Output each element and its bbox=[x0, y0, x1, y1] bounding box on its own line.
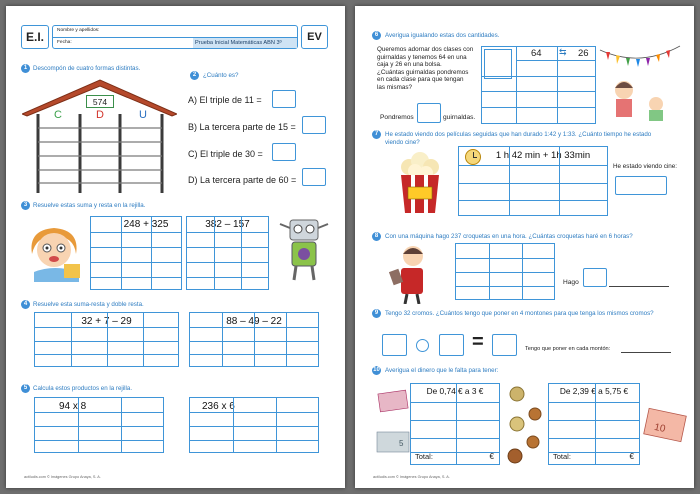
q10-total-a: Total: bbox=[415, 452, 433, 461]
q7-grid[interactable] bbox=[458, 146, 608, 216]
q2-item-b: B) La tercera parte de 15 = bbox=[188, 122, 296, 132]
grid-row-line bbox=[35, 426, 163, 427]
banknote-right-illustration bbox=[643, 404, 689, 450]
q8-answer-line bbox=[609, 286, 669, 287]
q7-text: He estado viendo dos películas seguidas que han durado 1:42 y 1:33. ¿Cuánto tiempo he estado bbox=[385, 131, 652, 138]
grid-col-line bbox=[516, 47, 517, 123]
fecha-label: Fecha: bbox=[57, 40, 72, 45]
q3-text: Resuelve estas suma y resta en la rejilla. bbox=[33, 202, 146, 209]
q2-answer-d[interactable] bbox=[302, 168, 326, 186]
q2-text: ¿Cuánto es? bbox=[203, 72, 239, 79]
q6-value-a: 64 bbox=[531, 48, 542, 59]
grid-col-line bbox=[222, 313, 223, 366]
q9-text: Tengo 32 cromos. ¿Cuántos tengo que poner en 4 montones para que tenga los mismos cromos? bbox=[385, 310, 654, 317]
worksheet-page-right bbox=[355, 6, 694, 488]
hago-label: Hago bbox=[563, 279, 579, 286]
grid-col-line bbox=[254, 313, 255, 366]
q9-box-1[interactable] bbox=[382, 334, 407, 356]
grid-col-line bbox=[233, 398, 234, 452]
q5-op-a: 94 x 8 bbox=[59, 401, 87, 412]
q2-item-a: A) El triple de 11 = bbox=[188, 95, 262, 105]
grid-col-line bbox=[121, 398, 122, 452]
grid-col-line bbox=[71, 313, 72, 366]
house-number-box bbox=[86, 95, 114, 108]
grid-row-line bbox=[456, 258, 554, 259]
guirnaldas-label: guirnaldas. bbox=[443, 114, 476, 121]
q1-text: Descompón de cuatro formas distintas. bbox=[33, 65, 141, 72]
grid-row-line bbox=[549, 438, 639, 439]
q6-number: 6 bbox=[372, 31, 381, 40]
header-ei-box bbox=[21, 25, 49, 49]
grid-col-line bbox=[107, 313, 108, 366]
grid-row-line bbox=[549, 402, 639, 403]
q5-number: 5 bbox=[21, 384, 30, 393]
letter-u: U bbox=[139, 109, 147, 121]
q5-op-b: 236 x 6 bbox=[202, 401, 235, 412]
q9-box-3[interactable] bbox=[492, 334, 517, 356]
q4-grid-b[interactable] bbox=[189, 312, 319, 367]
house-illustration bbox=[22, 76, 177, 194]
q2-answer-b[interactable] bbox=[302, 116, 326, 134]
grid-row-line bbox=[91, 247, 181, 248]
q2-answer-c[interactable] bbox=[272, 143, 296, 161]
q10-grid-b[interactable] bbox=[548, 383, 640, 465]
grid-row-line bbox=[411, 438, 499, 439]
grid-row-line bbox=[190, 426, 318, 427]
q10-euro-a: € bbox=[489, 452, 494, 461]
girl-illustration bbox=[24, 224, 86, 282]
q3-op-sub: 382 – 157 bbox=[205, 219, 250, 230]
q10-total-b: Total: bbox=[553, 452, 571, 461]
q10-text: Averigua el dinero que le falta para tener: bbox=[385, 367, 499, 374]
grid-row-line bbox=[549, 420, 639, 421]
popcorn-illustration bbox=[395, 151, 445, 215]
q4-op-a: 32 + 7 – 29 bbox=[81, 316, 132, 327]
clock-icon bbox=[465, 149, 481, 165]
q7-text-2: viendo cine? bbox=[385, 139, 420, 146]
banknotes-left-illustration bbox=[375, 384, 411, 464]
grid-col-line bbox=[276, 398, 277, 452]
grid-row-line bbox=[187, 247, 268, 248]
q6-value-b: 26 bbox=[578, 48, 589, 59]
grid-row-line bbox=[411, 402, 499, 403]
grid-col-line bbox=[286, 313, 287, 366]
page-title: Prueba Inicial Matemáticas ABN 3º bbox=[195, 40, 282, 46]
q7-op: 1 h 42 min + 1h 33min bbox=[495, 150, 591, 161]
grid-row-line bbox=[91, 262, 181, 263]
q4-text: Resuelve esta suma-resta y doble resta. bbox=[33, 301, 144, 308]
q3-grid-sum[interactable] bbox=[90, 216, 182, 290]
grid-row-line bbox=[456, 272, 554, 273]
nombre-label: Nombre y apellidos: bbox=[57, 28, 100, 33]
svg-text:10: 10 bbox=[653, 421, 667, 436]
grid-col-line bbox=[509, 147, 510, 215]
q7-answer[interactable] bbox=[615, 176, 667, 195]
grid-row-line bbox=[459, 183, 607, 184]
grid-row-line bbox=[91, 232, 181, 233]
q9-box-2[interactable] bbox=[439, 334, 464, 356]
q8-text: Con una máquina hago 237 croquetas en una hora. ¿Cuántas croquetas haré en 6 horas? bbox=[385, 233, 633, 240]
q2-number: 2 bbox=[190, 71, 199, 80]
q5-grid-a[interactable] bbox=[34, 397, 164, 453]
grid-row-line bbox=[459, 200, 607, 201]
q2-item-d: D) La tercera parte de 60 = bbox=[188, 175, 297, 185]
worksheet-page-left bbox=[6, 6, 345, 488]
q6-answer-box[interactable] bbox=[484, 49, 512, 79]
grid-row-line bbox=[411, 452, 499, 453]
q9-divide-circle bbox=[416, 339, 429, 352]
q5-grid-b[interactable] bbox=[189, 397, 319, 453]
q4-grid-a[interactable] bbox=[34, 312, 179, 367]
header-ei: E.I. bbox=[25, 30, 44, 44]
grid-row-line bbox=[187, 262, 268, 263]
letter-c: C bbox=[54, 109, 62, 121]
grid-row-line bbox=[35, 440, 163, 441]
grid-row-line bbox=[456, 286, 554, 287]
q6-header bbox=[516, 47, 595, 61]
grid-col-line bbox=[241, 217, 242, 289]
grid-row-line bbox=[190, 412, 318, 413]
pondremos-label: Pondremos bbox=[380, 114, 414, 121]
q10-number: 10 bbox=[373, 367, 380, 373]
grid-col-line bbox=[78, 398, 79, 452]
header-ev-box bbox=[301, 25, 328, 49]
grid-row-line bbox=[190, 440, 318, 441]
q10-grid-a[interactable] bbox=[410, 383, 500, 465]
grid-col-line bbox=[522, 244, 523, 299]
header-fields bbox=[52, 25, 298, 49]
q5-text: Calcula estos productos en la rejilla. bbox=[33, 385, 133, 392]
q6-grid[interactable] bbox=[481, 46, 596, 124]
grid-row-line bbox=[187, 232, 268, 233]
grid-row-line bbox=[482, 91, 595, 92]
grid-col-line bbox=[143, 313, 144, 366]
grid-col-line bbox=[121, 217, 122, 289]
q4-op-b: 88 – 49 – 22 bbox=[226, 316, 282, 327]
q10-euro-b: € bbox=[629, 452, 634, 461]
swap-arrows-icon: ⇆ bbox=[559, 47, 567, 57]
q6-story: Queremos adornar dos clases con guirnaldas y tenemos 64 en una caja y 26 en una bolsa. ¿Cuántas guirnaldas pondremos en cada clase para que tengan las mismas? bbox=[377, 46, 474, 91]
q8-number: 8 bbox=[372, 232, 381, 241]
grid-row-line bbox=[459, 165, 607, 166]
q4-number: 4 bbox=[21, 300, 30, 309]
q3-number: 3 bbox=[21, 201, 30, 210]
q3-grid-sub[interactable] bbox=[186, 216, 269, 290]
q7-answer-label: He estado viendo cine: bbox=[613, 163, 678, 170]
grid-col-line bbox=[489, 244, 490, 299]
grid-row-line bbox=[549, 452, 639, 453]
grid-col-line bbox=[559, 147, 560, 215]
q9-equals: = bbox=[472, 331, 484, 353]
letter-d: D bbox=[96, 109, 104, 121]
svg-text:5: 5 bbox=[399, 439, 404, 448]
q2-item-c: C) El triple de 30 = bbox=[188, 149, 263, 159]
q9-number: 9 bbox=[372, 309, 381, 318]
grid-col-line bbox=[456, 384, 457, 464]
garland-illustration bbox=[598, 40, 682, 122]
q8-grid[interactable] bbox=[455, 243, 555, 300]
q6-answer[interactable] bbox=[417, 103, 441, 123]
grid-row-line bbox=[187, 277, 268, 278]
q3-op-sum: 248 + 325 bbox=[123, 219, 169, 230]
q1-number: 1 bbox=[21, 64, 30, 73]
q8-answer[interactable] bbox=[583, 268, 607, 287]
grid-row-line bbox=[35, 412, 163, 413]
robot-illustration bbox=[276, 214, 332, 284]
grid-col-line bbox=[557, 47, 558, 123]
grid-row-line bbox=[482, 76, 595, 77]
boy-eating-illustration bbox=[389, 242, 439, 304]
grid-col-line bbox=[595, 384, 596, 464]
q6-text: Averigua igualando estas dos cantidades. bbox=[385, 32, 500, 39]
q9-answer-line bbox=[621, 352, 671, 353]
grid-col-line bbox=[214, 217, 215, 289]
house-number: 574 bbox=[92, 97, 108, 107]
q10-op-a: De 0,74 € a 3 € bbox=[426, 386, 484, 396]
grid-row-line bbox=[482, 107, 595, 108]
footer-right: actiludis.com © Imágenes Grupo Anaya, S. A. bbox=[373, 475, 450, 479]
grid-row-line bbox=[91, 277, 181, 278]
header-ev: EV bbox=[307, 31, 322, 43]
coins-illustration bbox=[505, 384, 547, 466]
q2-answer-a[interactable] bbox=[272, 90, 296, 108]
q7-number: 7 bbox=[372, 130, 381, 139]
footer-left: actiludis.com © Imágenes Grupo Anaya, S. A. bbox=[24, 475, 101, 479]
grid-col-line bbox=[151, 217, 152, 289]
grid-row-line bbox=[411, 420, 499, 421]
q9-tail-text: Tengo que poner en cada montón: bbox=[525, 346, 611, 352]
q10-op-b: De 2,39 € a 5,75 € bbox=[559, 386, 629, 396]
